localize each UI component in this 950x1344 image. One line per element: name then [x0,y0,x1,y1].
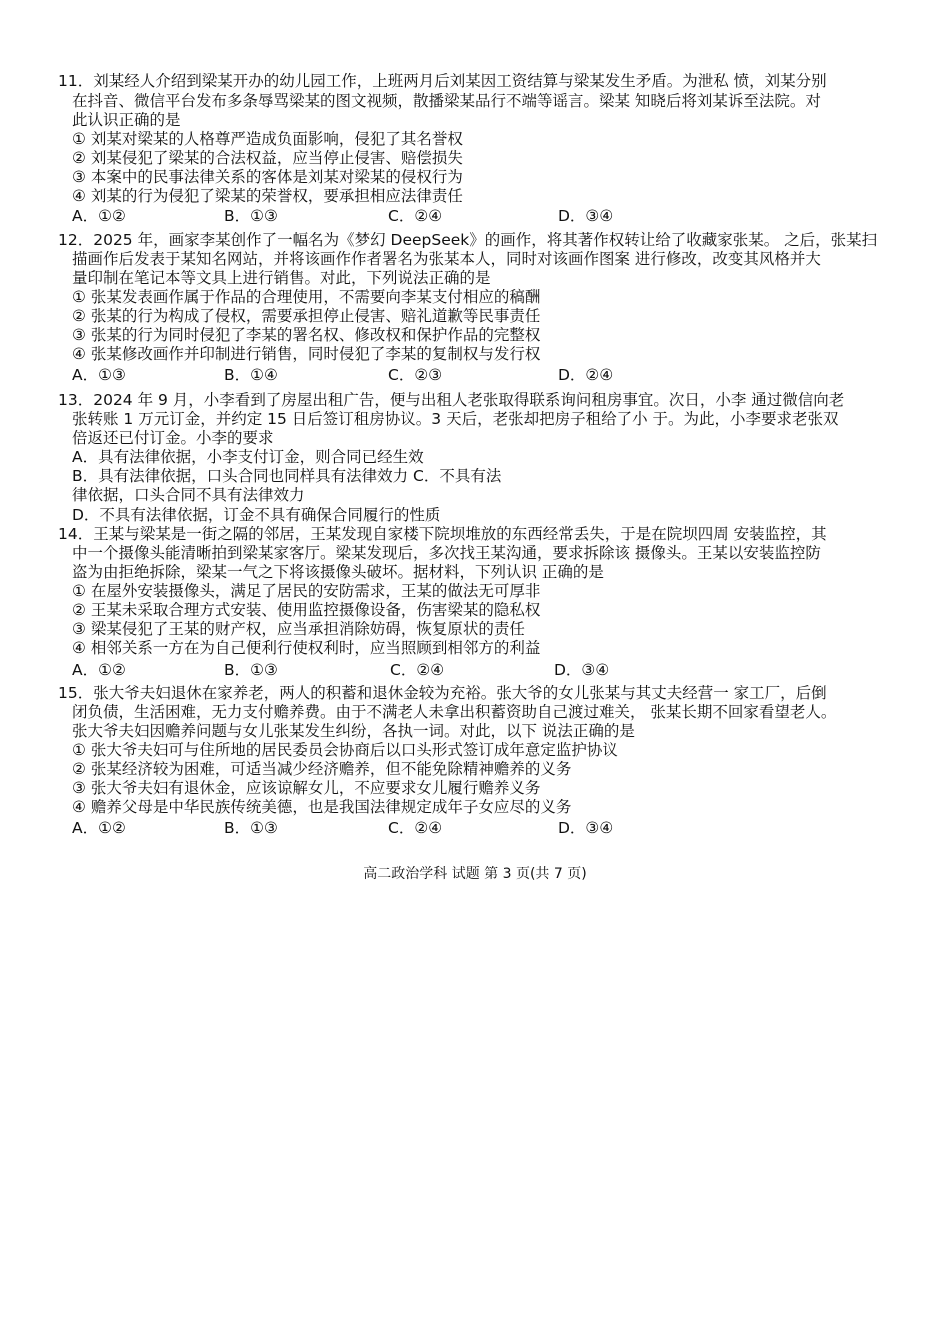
question-15-option-d: D．③④ [558,819,614,837]
question-13-option-c-cont: 律依据，口头合同不具有法律效力 [72,486,305,504]
page-footer: 高二政治学科 试题 第 3 页(共 7 页) [363,866,587,882]
question-15-statement-2: ② 张某经济较为困难，可适当减少经济赡养，但不能免除精神赡养的义务 [72,760,572,778]
question-11-statement-4: ④ 刘某的行为侵犯了梁某的荣誉权，要承担相应法律责任 [72,187,463,205]
question-13-option-a: A．具有法律依据，小李支付订金，则合同已经生效 [72,448,424,466]
question-12-stem-line-2: 描画作后发表于某知名网站，并将该画作作者署名为张某本人，同时对该画作图案 进行修改，改变其风格并大 [72,250,821,268]
question-14-stem-line-1: 14．王某与梁某是一街之隔的邻居，王某发现自家楼下院坝堆放的东西经常丢失，于是在院坝四周 安装监控，其 [58,525,827,543]
question-15-option-b: B．①③ [224,819,278,837]
question-14-statement-3: ③ 梁某侵犯了王某的财产权，应当承担消除妨碍，恢复原状的责任 [72,620,525,638]
question-14-option-a: A．①② [72,661,126,679]
question-11-statement-3: ③ 本案中的民事法律关系的客体是刘某对梁某的侵权行为 [72,168,463,186]
question-13-stem-line-2: 张转账 1 万元订金，并约定 15 日后签订租房协议。3 天后，老张却把房子租给了小 于。为此，小李要求老张双 [72,410,839,428]
question-15-option-a: A．①② [72,819,126,837]
question-11-statement-1: ① 刘某对梁某的人格尊严造成负面影响，侵犯了其名誉权 [72,130,463,148]
question-11-stem-line-3: 此认识正确的是 [72,111,181,129]
question-11-option-c: C．②④ [388,207,443,225]
question-12-option-c: C．②③ [388,366,443,384]
question-13-stem-line-3: 倍返还已付订金。小李的要求 [72,429,274,447]
question-14-statement-4: ④ 相邻关系一方在为自己便利行使权利时，应当照顾到相邻方的利益 [72,639,541,657]
question-14-option-d: D．③④ [554,661,610,679]
question-14-option-b: B．①③ [224,661,278,679]
question-14-stem-line-3: 盗为由拒绝拆除，梁某一气之下将该摄像头破坏。据材料，下列认识 正确的是 [72,563,604,581]
question-12-stem-line-3: 量印制在笔记本等文具上进行销售。对此，下列说法正确的是 [72,269,491,287]
question-14-statement-1: ① 在屋外安装摄像头，满足了居民的安防需求，王某的做法无可厚非 [72,582,541,600]
question-12-statement-1: ① 张某发表画作属于作品的合理使用，不需要向李某支付相应的稿酬 [72,288,541,306]
question-13-stem-line-1: 13．2024 年 9 月，小李看到了房屋出租广告，便与出租人老张取得联系询问租房事宜。次日，小李 通过微信向老 [58,391,845,409]
question-15-statement-3: ③ 张大爷夫妇有退休金，应该谅解女儿，不应要求女儿履行赡养义务 [72,779,541,797]
question-12-statement-2: ② 张某的行为构成了侵权，需要承担停止侵害、赔礼道歉等民事责任 [72,307,541,325]
question-11-stem-line-2: 在抖音、微信平台发布多条辱骂梁某的图文视频，散播梁某品行不端等谣言。梁某 知晓后将刘某诉至法院。对 [72,92,821,110]
question-12-option-d: D．②④ [558,366,614,384]
question-14-statement-2: ② 王某未采取合理方式安装、使用监控摄像设备，伤害梁某的隐私权 [72,601,541,619]
question-15-statement-1: ① 张大爷夫妇可与住所地的居民委员会协商后以口头形式签订成年意定监护协议 [72,741,618,759]
question-11-option-a: A．①② [72,207,126,225]
question-15-statement-4: ④ 赡养父母是中华民族传统美德，也是我国法律规定成年子女应尽的义务 [72,798,572,816]
question-11-statement-2: ② 刘某侵犯了梁某的合法权益，应当停止侵害、赔偿损失 [72,149,463,167]
question-12-stem-line-1: 12．2025 年，画家李某创作了一幅名为《梦幻 DeepSeek》的画作，将其著作权转让给了收藏家张某。 之后，张某扫 [58,231,878,249]
question-11-option-b: B．①③ [224,207,278,225]
question-13-option-d: D．不具有法律依据，订金不具有确保合同履行的性质 [72,506,441,524]
question-12-option-a: A．①③ [72,366,126,384]
question-11-option-d: D．③④ [558,207,614,225]
question-12-option-b: B．①④ [224,366,278,384]
question-15-stem-line-1: 15．张大爷夫妇退休在家养老，两人的积蓄和退休金较为充裕。张大爷的女儿张某与其丈夫经营一 家工厂，后倒 [58,684,827,702]
question-11-stem-line-1: 11．刘某经人介绍到梁某开办的幼儿园工作，上班两月后刘某因工资结算与梁某发生矛盾。为泄私 愤，刘某分别 [58,72,827,90]
question-14-option-c: C．②④ [390,661,445,679]
question-12-statement-4: ④ 张某修改画作并印制进行销售，同时侵犯了李某的复制权与发行权 [72,345,541,363]
question-15-stem-line-2: 闭负债，生活困难，无力支付赡养费。由于不满老人未拿出积蓄资助自己渡过难关， 张某长期不回家看望老人。 [72,703,837,721]
question-15-stem-line-3: 张大爷夫妇因赡养问题与女儿张某发生纠纷，各执一词。对此，以下 说法正确的是 [72,722,635,740]
question-14-stem-line-2: 中一个摄像头能清晰拍到梁某家客厅。梁某发现后，多次找王某沟通，要求拆除该 摄像头。王某以安装监控防 [72,544,821,562]
question-15-option-c: C．②④ [388,819,443,837]
question-12-statement-3: ③ 张某的行为同时侵犯了李某的署名权、修改权和保护作品的完整权 [72,326,541,344]
question-13-option-b-c: B．具有法律依据，口头合同也同样具有法律效力 C．不具有法 [72,467,502,485]
